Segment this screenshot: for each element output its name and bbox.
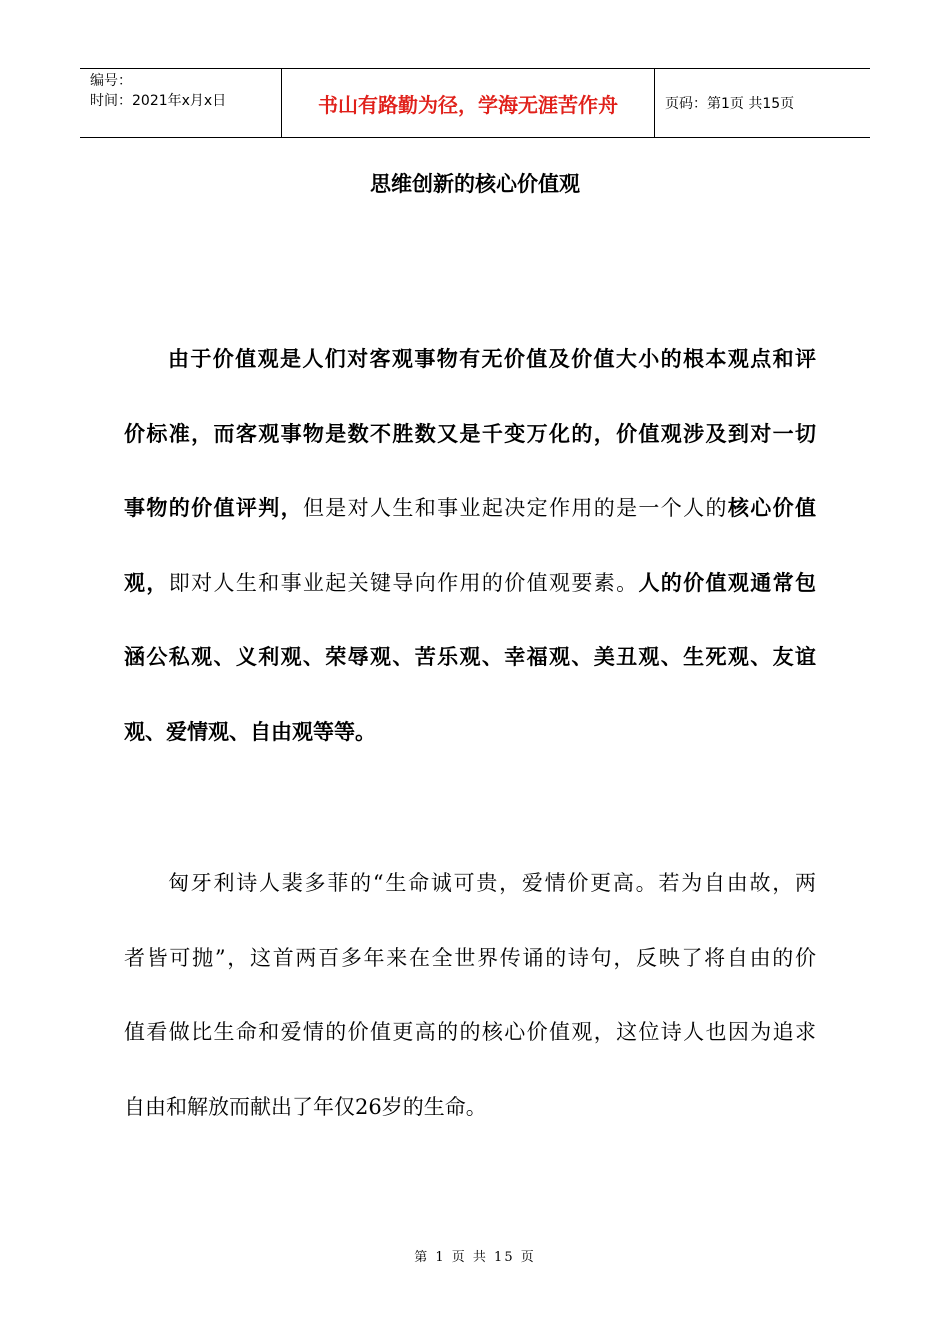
time-label: 时间：2021年x月x日 <box>90 93 227 109</box>
paragraph-1 <box>124 322 816 769</box>
paragraph-line: 值看做比生命和爱情的价值更高的的核心价值观，这位诗人也因为追求 <box>124 1020 816 1044</box>
paragraph-2 <box>124 846 816 1144</box>
number-label: 编号： <box>90 73 132 89</box>
paragraph-line: 观，即对人生和事业起关键导向作用的价值观要素。人的价值观通常包 <box>124 570 817 595</box>
motto-text: 书山有路勤为径，学海无涯苦作舟 <box>318 92 618 117</box>
paragraph-line: 自由和解放而献出了年仅26岁的生命。 <box>124 1094 487 1119</box>
document-title: 思维创新的核心价值观 <box>370 172 580 196</box>
header-motto-cell <box>282 69 655 137</box>
header-meta-cell <box>80 69 282 137</box>
paragraph-line: 匈牙利诗人裴多菲的“生命诚可贵，爱情价更高。若为自由故，两 <box>168 871 816 895</box>
page-footer: 第 1 页 共 15 页 <box>414 1250 536 1265</box>
page-info: 页码：第1页 共15页 <box>665 96 795 112</box>
paragraph-line: 涵公私观、义利观、荣辱观、苦乐观、幸福观、美丑观、生死观、友谊 <box>124 645 816 669</box>
paragraph-line: 价标准，而客观事物是数不胜数又是千变万化的，价值观涉及到对一切 <box>124 421 816 446</box>
paragraph-line: 由于价值观是人们对客观事物有无价值及价值大小的根本观点和评 <box>168 347 816 371</box>
paragraph-line: 观、爱情观、自由观等等。 <box>124 719 376 744</box>
paragraph-line: 者皆可抛”，这首两百多年来在全世界传诵的诗句，反映了将自由的价 <box>124 945 816 970</box>
header-page-cell <box>655 69 870 137</box>
document-header <box>80 68 870 138</box>
paragraph-line: 事物的价值评判，但是对人生和事业起决定作用的是一个人的核心价值 <box>124 496 817 520</box>
